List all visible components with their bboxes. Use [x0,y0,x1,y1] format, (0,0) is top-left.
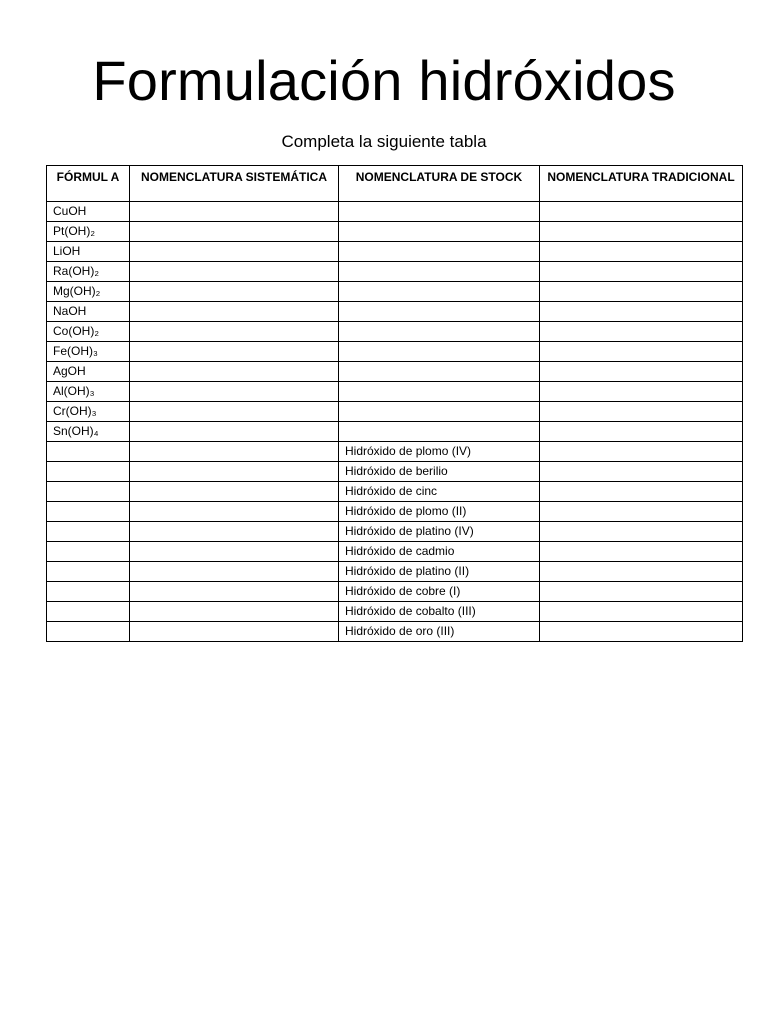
traditional-cell [540,262,743,282]
traditional-cell [540,302,743,322]
formula-cell [47,482,130,502]
formula-cell [47,502,130,522]
formula-cell [47,462,130,482]
systematic-cell [130,322,339,342]
systematic-cell [130,582,339,602]
systematic-cell [130,382,339,402]
traditional-cell [540,202,743,222]
formula-cell: AgOH [47,362,130,382]
table-row [47,262,743,282]
header-formula: FÓRMUL A [47,166,130,202]
table-row [47,222,743,242]
header-traditional: NOMENCLATURA TRADICIONAL [540,166,743,202]
stock-cell: Hidróxido de cadmio [339,542,540,562]
stock-cell: Hidróxido de plomo (II) [339,502,540,522]
systematic-cell [130,202,339,222]
worksheet-table [46,165,743,642]
traditional-cell [540,502,743,522]
stock-cell [339,382,540,402]
traditional-cell [540,222,743,242]
traditional-cell [540,542,743,562]
table-row [47,482,743,502]
table-row [47,322,743,342]
formula-cell: CuOH [47,202,130,222]
table-row [47,242,743,262]
stock-cell [339,342,540,362]
stock-cell [339,282,540,302]
systematic-cell [130,222,339,242]
table-row [47,302,743,322]
table-row [47,362,743,382]
subtitle: Completa la siguiente tabla [281,132,487,151]
systematic-cell [130,442,339,462]
table-row [47,522,743,542]
table-header-row [47,166,743,202]
systematic-cell [130,622,339,642]
traditional-cell [540,602,743,622]
stock-cell: Hidróxido de cobalto (III) [339,602,540,622]
systematic-cell [130,362,339,382]
formula-cell [47,582,130,602]
systematic-cell [130,342,339,362]
table-row [47,462,743,482]
stock-cell [339,402,540,422]
table-row [47,542,743,562]
traditional-cell [540,242,743,262]
table-row [47,342,743,362]
systematic-cell [130,242,339,262]
stock-cell: Hidróxido de oro (III) [339,622,540,642]
formula-cell: Mg(OH)₂ [47,282,130,302]
header-stock: NOMENCLATURA DE STOCK [339,166,540,202]
table-row [47,582,743,602]
systematic-cell [130,602,339,622]
systematic-cell [130,462,339,482]
traditional-cell [540,342,743,362]
table-row [47,402,743,422]
traditional-cell [540,282,743,302]
table-row [47,622,743,642]
formula-cell [47,562,130,582]
formula-cell: Fe(OH)₃ [47,342,130,362]
traditional-cell [540,522,743,542]
stock-cell [339,302,540,322]
table-row [47,602,743,622]
formula-cell [47,442,130,462]
systematic-cell [130,562,339,582]
stock-cell: Hidróxido de plomo (IV) [339,442,540,462]
stock-cell [339,262,540,282]
systematic-cell [130,302,339,322]
header-systematic: NOMENCLATURA SISTEMÁTICA [130,166,339,202]
stock-cell: Hidróxido de cinc [339,482,540,502]
stock-cell [339,362,540,382]
table-row [47,502,743,522]
formula-cell: Ra(OH)₂ [47,262,130,282]
traditional-cell [540,582,743,602]
traditional-cell [540,622,743,642]
formula-cell: Co(OH)₂ [47,322,130,342]
stock-cell [339,202,540,222]
stock-cell: Hidróxido de cobre (I) [339,582,540,602]
formula-cell: Pt(OH)₂ [47,222,130,242]
traditional-cell [540,382,743,402]
stock-cell: Hidróxido de platino (II) [339,562,540,582]
formula-cell [47,542,130,562]
formula-cell [47,602,130,622]
table-row [47,422,743,442]
systematic-cell [130,522,339,542]
page-title: Formulación hidróxidos [92,49,676,112]
stock-cell: Hidróxido de platino (IV) [339,522,540,542]
stock-cell: Hidróxido de berilio [339,462,540,482]
table-row [47,282,743,302]
systematic-cell [130,502,339,522]
formula-cell [47,622,130,642]
stock-cell [339,422,540,442]
formula-cell: LiOH [47,242,130,262]
table-row [47,382,743,402]
formula-cell: Cr(OH)₃ [47,402,130,422]
traditional-cell [540,482,743,502]
table-row [47,202,743,222]
formula-cell: Sn(OH)₄ [47,422,130,442]
systematic-cell [130,262,339,282]
traditional-cell [540,402,743,422]
table-row [47,562,743,582]
table-body [47,202,743,642]
table-row [47,442,743,462]
traditional-cell [540,362,743,382]
traditional-cell [540,322,743,342]
systematic-cell [130,422,339,442]
formula-cell [47,522,130,542]
systematic-cell [130,542,339,562]
formula-cell: NaOH [47,302,130,322]
formula-cell: Al(OH)₃ [47,382,130,402]
traditional-cell [540,442,743,462]
stock-cell [339,242,540,262]
traditional-cell [540,422,743,442]
stock-cell [339,222,540,242]
systematic-cell [130,482,339,502]
traditional-cell [540,562,743,582]
systematic-cell [130,282,339,302]
systematic-cell [130,402,339,422]
stock-cell [339,322,540,342]
traditional-cell [540,462,743,482]
